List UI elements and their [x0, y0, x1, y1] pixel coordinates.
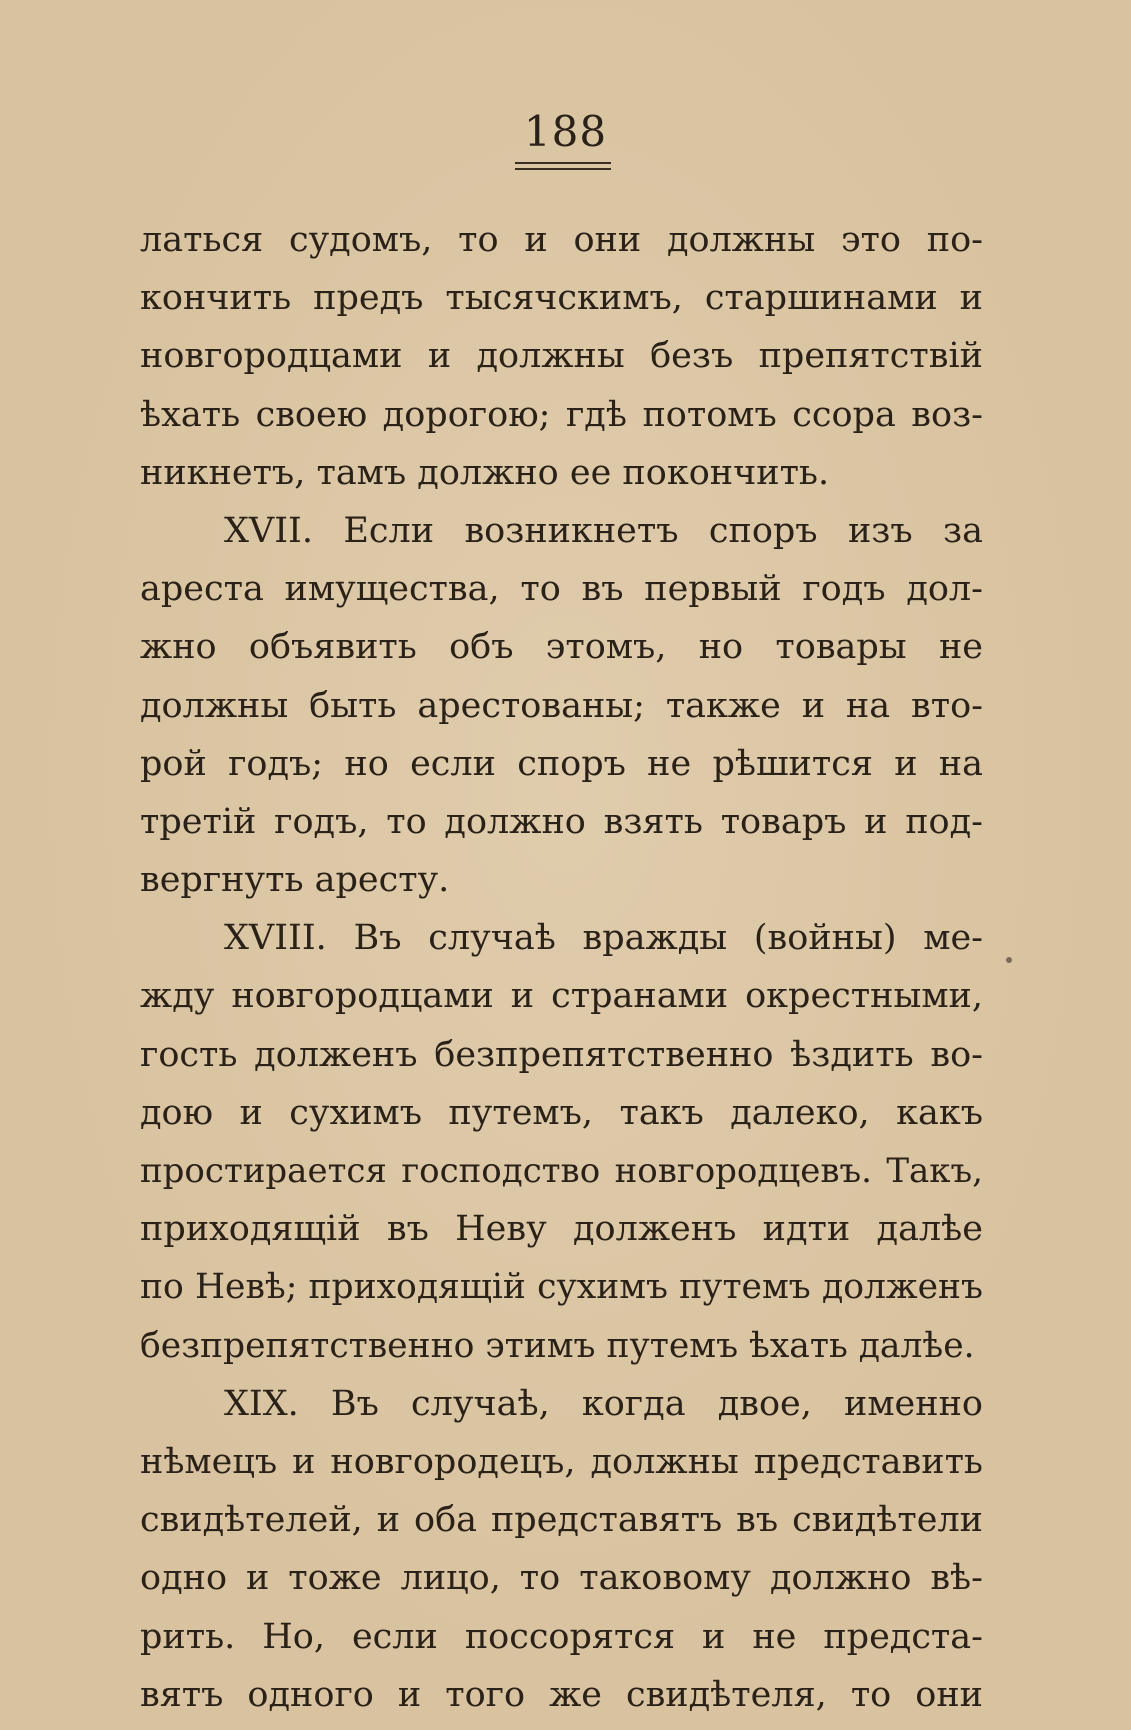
text-line: по Невѣ; приходящій сухимъ путемъ долженъ: [140, 1267, 983, 1308]
text-line: вятъ одного и того же свидѣтеля, то они: [140, 1674, 983, 1715]
text-line: рой годъ; но если споръ не рѣшится и на: [140, 743, 983, 784]
text-line: ареста имущества, то въ первый годъ дол-: [140, 569, 983, 610]
text-line: ѣхать своею дорогою; гдѣ потомъ ссора воз-: [140, 394, 983, 435]
text-line: дою и сухимъ путемъ, такъ далеко, какъ: [140, 1092, 983, 1133]
text-line: жду новгородцами и странами окрестными,: [140, 976, 983, 1017]
text-line: одно и тоже лицо, то таковому должно вѣ-: [140, 1558, 983, 1599]
text-line: приходящій въ Неву долженъ идти далѣе: [140, 1209, 983, 1250]
body-text: [140, 211, 983, 1724]
text-line: латься судомъ, то и они должны это по-: [140, 220, 983, 260]
page-number: 188: [523, 107, 608, 156]
text-line: третій годъ, то должно взять товаръ и под-: [140, 801, 983, 842]
text-line: кончить предъ тысячскимъ, старшинами и: [140, 278, 983, 319]
text-line: нѣмецъ и новгородецъ, должны представить: [140, 1441, 983, 1482]
text-line: свидѣтелей, и оба представятъ въ свидѣтели: [140, 1500, 983, 1541]
text-line: вергнуть аресту.: [140, 860, 450, 901]
page-number-rule: [515, 162, 611, 164]
article-heading-line: XVIII. Въ случаѣ вражды (войны) ме-: [224, 918, 983, 959]
text-line: рить. Но, если поссорятся и не предста-: [140, 1616, 983, 1657]
text-line: никнетъ, тамъ должно ее покончить.: [140, 452, 830, 493]
article-heading-line: XIX. Въ случаѣ, когда двое, именно: [224, 1383, 983, 1424]
text-line: должны быть арестованы; также и на вто-: [140, 685, 983, 726]
page-number-rule: [515, 168, 611, 170]
text-line: гость долженъ безпрепятственно ѣздить во-: [140, 1034, 983, 1075]
text-line: безпрепятственно этимъ путемъ ѣхать далѣе.: [140, 1325, 975, 1366]
ink-speck: [1006, 957, 1012, 963]
text-line: новгородцами и должны безъ препятствій: [140, 336, 983, 377]
article-heading-line: XVII. Если возникнетъ споръ изъ за: [224, 510, 983, 551]
text-line: простирается господство новгородцевъ. Такъ,: [140, 1151, 983, 1191]
text-line: жно объявить объ этомъ, но товары не: [140, 627, 983, 668]
